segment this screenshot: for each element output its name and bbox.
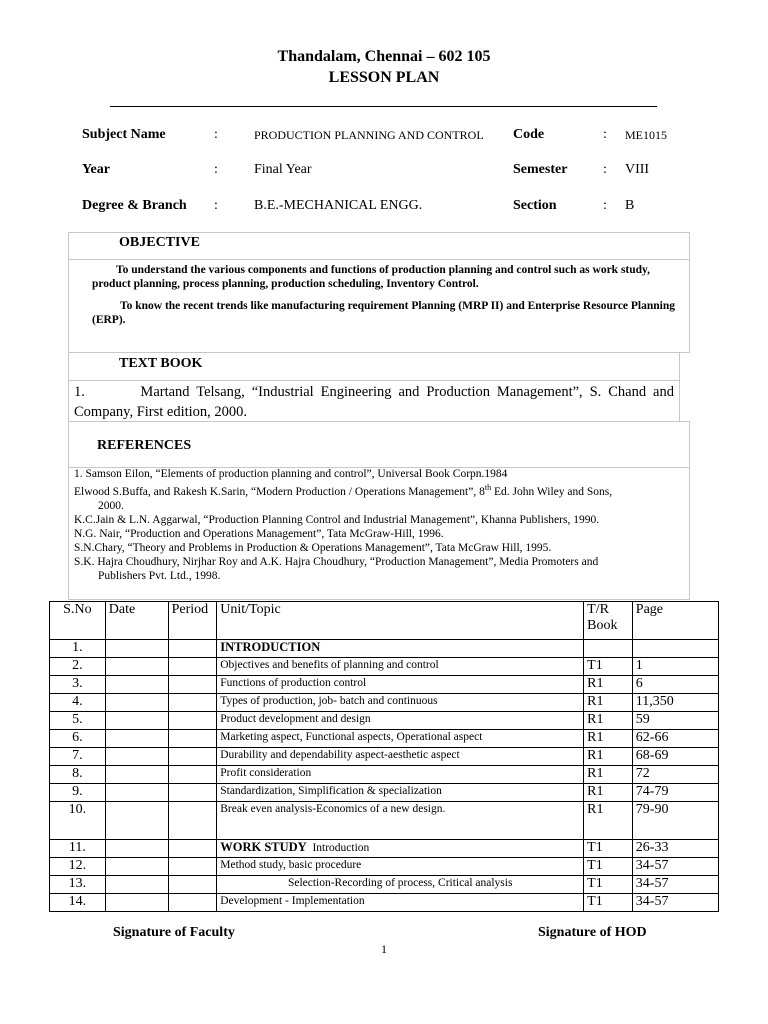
year-row [0, 162, 768, 184]
row-period [168, 840, 217, 858]
row-sno: 8. [50, 766, 106, 784]
textbook-entry: 1. Martand Telsang, “Industrial Engineering and Production Management”, S. Chand and Company, First edition, 2000. [74, 384, 678, 420]
table-row [50, 784, 719, 802]
table-row [50, 730, 719, 748]
row-page: 34-57 [632, 876, 718, 894]
row-period [168, 712, 217, 730]
row-period [168, 802, 217, 840]
colon: : [603, 198, 607, 213]
row-date [105, 858, 168, 876]
row-sno: 14. [50, 894, 106, 912]
row-topic [217, 840, 584, 858]
objective-paragraph-1: To understand the various components and functions of production planning and control such as work study, product planning, process planning, production scheduling, Inventory Control. [92, 264, 651, 290]
row-tr: R1 [584, 748, 633, 766]
row-tr: R1 [584, 694, 633, 712]
row-topic: INTRODUCTION [217, 640, 584, 658]
year-value: Final Year [254, 162, 312, 177]
row-period [168, 894, 217, 912]
row-date [105, 766, 168, 784]
row-period [168, 694, 217, 712]
row-period [168, 766, 217, 784]
col-period-header: Period [168, 602, 217, 640]
row-tr: T1 [584, 858, 633, 876]
lesson-plan-table [49, 601, 719, 912]
row-date [105, 694, 168, 712]
table-row [50, 876, 719, 894]
row-page: 26-33 [632, 840, 718, 858]
row-sno: 3. [50, 676, 106, 694]
semester-label: Semester [513, 162, 568, 177]
row-topic: Development - Implementation [217, 894, 584, 912]
row-topic: Marketing aspect, Functional aspects, Operational aspect [217, 730, 584, 748]
row-tr: T1 [584, 840, 633, 858]
row-page: 74-79 [632, 784, 718, 802]
row-topic: Standardization, Simplification & specialization [217, 784, 584, 802]
table-row [50, 894, 719, 912]
table-row [50, 766, 719, 784]
colon: : [603, 127, 607, 142]
row-topic-rest: Introduction [306, 842, 370, 854]
row-date [105, 640, 168, 658]
row-date [105, 876, 168, 894]
row-sno: 2. [50, 658, 106, 676]
row-sno: 12. [50, 858, 106, 876]
row-page [632, 640, 718, 658]
reference-2: Elwood S.Buffa, and Rakesh K.Sarin, “Modern Production / Operations Management”, 8th Ed. John Wiley and Sons, [74, 483, 613, 498]
page-title: LESSON PLAN [328, 69, 440, 86]
table-row [50, 658, 719, 676]
row-topic: Selection-Recording of process, Critical analysis [217, 876, 584, 894]
table-header-row [50, 602, 719, 640]
code-label: Code [513, 127, 545, 142]
row-page: 72 [632, 766, 718, 784]
hod-signature-label: Signature of HOD [538, 925, 647, 940]
table-row [50, 694, 719, 712]
row-topic: Functions of production control [217, 676, 584, 694]
col-sno-header: S.No [50, 602, 106, 640]
colon: : [214, 127, 218, 142]
references-title: REFERENCES [97, 438, 192, 453]
subject-label: Subject Name [82, 127, 166, 142]
row-sno: 11. [50, 840, 106, 858]
faculty-signature-label: Signature of Faculty [113, 925, 235, 940]
row-sno: 13. [50, 876, 106, 894]
col-date-header: Date [105, 602, 168, 640]
row-page: 34-57 [632, 894, 718, 912]
row-page: 59 [632, 712, 718, 730]
row-period [168, 784, 217, 802]
row-page: 1 [632, 658, 718, 676]
degree-row [0, 198, 768, 220]
row-topic: Types of production, job- batch and continuous [217, 694, 584, 712]
reference-1: 1. Samson Eilon, “Elements of production planning and control”, Universal Book Corpn.1984 [74, 468, 508, 480]
row-tr: T1 [584, 876, 633, 894]
row-period [168, 748, 217, 766]
table-row [50, 840, 719, 858]
row-date [105, 712, 168, 730]
table-row [50, 748, 719, 766]
row-page: 62-66 [632, 730, 718, 748]
subject-value: PRODUCTION PLANNING AND CONTROL [254, 128, 484, 142]
row-tr: R1 [584, 712, 633, 730]
col-page-header: Page [632, 602, 718, 640]
row-page: 11,350 [632, 694, 718, 712]
row-date [105, 784, 168, 802]
row-tr: T1 [584, 894, 633, 912]
row-tr: R1 [584, 766, 633, 784]
row-period [168, 658, 217, 676]
semester-value: VIII [625, 162, 650, 177]
reference-2-cont: 2000. [98, 499, 124, 512]
header-divider [110, 106, 657, 107]
textbook-title: TEXT BOOK [119, 356, 203, 371]
page-number: 1 [381, 942, 387, 956]
table-row [50, 802, 719, 840]
colon: : [214, 162, 218, 177]
row-date [105, 802, 168, 840]
row-tr: T1 [584, 658, 633, 676]
reference-5: S.N.Chary, “Theory and Problems in Production & Operations Management”, Tata McGraw Hill, 1995. [74, 541, 552, 554]
table-row [50, 676, 719, 694]
row-sno: 9. [50, 784, 106, 802]
row-date [105, 894, 168, 912]
row-tr: R1 [584, 676, 633, 694]
row-sno: 6. [50, 730, 106, 748]
reference-3: K.C.Jain & L.N. Aggarwal, “Production Planning Control and Industrial Management”, Khanna Publishers, 1990. [74, 513, 600, 526]
subject-row [0, 127, 768, 149]
row-topic: Objectives and benefits of planning and control [217, 658, 584, 676]
reference-4: N.G. Nair, “Production and Operations Management”, Tata McGraw-Hill, 1996. [74, 527, 444, 540]
row-sno: 1. [50, 640, 106, 658]
row-tr: R1 [584, 784, 633, 802]
row-sno: 5. [50, 712, 106, 730]
row-topic: Break even analysis-Economics of a new design. [217, 802, 584, 840]
year-label: Year [82, 162, 110, 177]
row-date [105, 748, 168, 766]
row-period [168, 876, 217, 894]
row-page: 6 [632, 676, 718, 694]
row-period [168, 730, 217, 748]
row-date [105, 840, 168, 858]
row-topic: Method study, basic procedure [217, 858, 584, 876]
table-row [50, 858, 719, 876]
row-sno: 7. [50, 748, 106, 766]
row-page: 79-90 [632, 802, 718, 840]
objective-paragraph-2: To know the recent trends like manufacturing requirement Planning (MRP II) and Enterprise Resource Planning (ERP). [92, 300, 676, 326]
degree-value: B.E.-MECHANICAL ENGG. [254, 198, 423, 213]
degree-label: Degree & Branch [82, 198, 187, 213]
objective-title: OBJECTIVE [119, 235, 200, 250]
table-row [50, 712, 719, 730]
colon: : [603, 162, 607, 177]
section-label: Section [513, 198, 557, 213]
row-topic: Profit consideration [217, 766, 584, 784]
row-sno: 4. [50, 694, 106, 712]
row-period [168, 676, 217, 694]
row-sno: 10. [50, 802, 106, 840]
row-tr: R1 [584, 802, 633, 840]
row-topic-bold: WORK STUDY [220, 840, 307, 854]
row-page: 34-57 [632, 858, 718, 876]
row-tr [584, 640, 633, 658]
reference-6-cont: Publishers Pvt. Ltd., 1998. [98, 569, 221, 582]
section-value: B [625, 198, 635, 213]
row-period [168, 640, 217, 658]
col-tr-header: T/R Book [584, 602, 633, 640]
row-topic: Product development and design [217, 712, 584, 730]
code-value: ME1015 [625, 128, 667, 142]
colon: : [214, 198, 218, 213]
row-tr: R1 [584, 730, 633, 748]
row-date [105, 676, 168, 694]
reference-6: S.K. Hajra Choudhury, Nirjhar Roy and A.K. Hajra Choudhury, “Production Management”, Media Promoters and [74, 555, 599, 568]
row-date [105, 730, 168, 748]
institution-address: Thandalam, Chennai – 602 105 [277, 48, 491, 65]
table-row [50, 640, 719, 658]
row-page: 68-69 [632, 748, 718, 766]
row-topic: Durability and dependability aspect-aesthetic aspect [217, 748, 584, 766]
col-unit-header: Unit/Topic [217, 602, 584, 640]
row-date [105, 658, 168, 676]
references-list [74, 467, 682, 583]
row-period [168, 858, 217, 876]
